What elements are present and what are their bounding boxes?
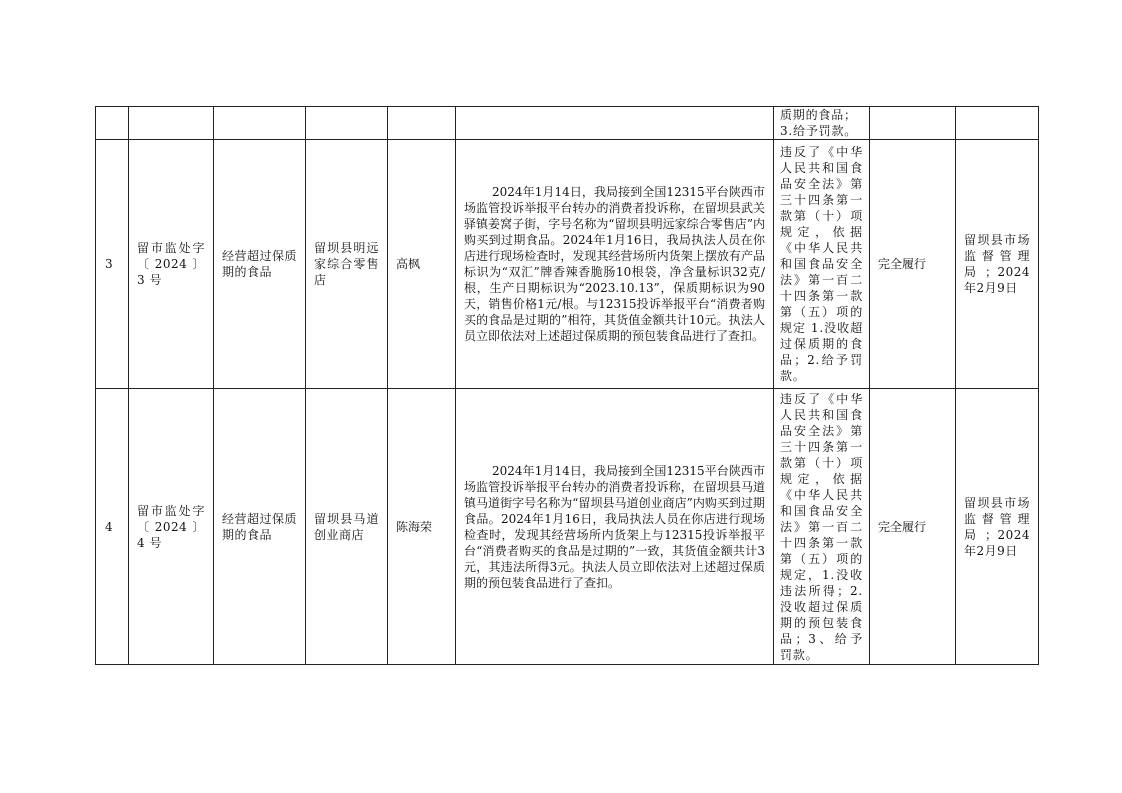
cell-index (96, 107, 129, 140)
cell-status: 完全履行 (870, 389, 956, 665)
cell-doc-no (129, 107, 214, 140)
cell-person: 高枫 (388, 140, 456, 389)
cell-law: 违反了《中华人民共和国食品安全法》第三十四条第一款第（十）项规定，依据《中华人民共和国食品安全法》第一百二十四条第一款第（五）项的规定，1.没收违法所得；2.没收超过保质期的预包装食品；3、给予罚款。 (774, 389, 870, 665)
cell-law: 违反了《中华人民共和国食品安全法》第三十四条第一款第（十）项规定，依据《中华人民共和国食品安全法》第一百二十四条第一款第（五）项的规定 1.没收超过保质期的食品；2.给予罚款。 (774, 140, 870, 389)
cell-person (388, 107, 456, 140)
table-row (96, 389, 1039, 665)
cell-facts (456, 389, 774, 665)
cell-violation (214, 107, 306, 140)
cell-status: 完全履行 (870, 140, 956, 389)
cell-person: 陈海荣 (388, 389, 456, 665)
cell-status (870, 107, 956, 140)
cell-facts (456, 107, 774, 140)
cell-law: 质期的食品； 3.给予罚款。 (774, 107, 870, 140)
cell-violation: 经营超过保质期的食品 (214, 140, 306, 389)
penalty-table (95, 106, 1039, 665)
cell-index: 4 (96, 389, 129, 665)
cell-party (306, 107, 388, 140)
table-row (96, 140, 1039, 389)
cell-party: 留坝县明远家综合零售店 (306, 140, 388, 389)
facts-text: 2024年1月14日，我局接到全国12315平台陕西市场监管投诉举报平台转办的消费者投诉称，在留坝县马道镇马道街字号名称为“留坝县马道创业商店”内购买到过期食品。2024年1月16日，我局执法人员在你店进行现场检查时，发现其经营场所内货架上与12315投诉举报平台“消费者购买的食品是过期的”一致，其货值金额共计3元，其违法所得3元。执法人员立即依法对上述超过保质期的预包装食品进行了查扣。 (464, 463, 765, 590)
cell-authority: 留坝县市场监督管理局；2024年2月9日 (956, 389, 1039, 665)
cell-party: 留坝县马道创业商店 (306, 389, 388, 665)
facts-text: 2024年1月14日，我局接到全国12315平台陕西市场监管投诉举报平台转办的消费者投诉称，在留坝县武关驿镇姜窝子街，字号名称为“留坝县明远家综合零售店”内购买到过期食品。2024年1月16日，我局执法人员在你店进行现场检查时，发现其经营场所内货架上摆放有产品标识为“双汇”牌香辣香脆肠10根袋，净含量标识32克/根，生产日期标识为“2023.10.13”，保质期标识为90天，销售价格1元/根。与12315投诉举报平台“消费者购买的食品是过期的”相符，其货值金额共计10元。执法人员立即依法对上述超过保质期的预包装食品进行了查扣。 (464, 185, 765, 343)
cell-authority: 留坝县市场监督管理局；2024年2月9日 (956, 140, 1039, 389)
cell-violation: 经营超过保质期的食品 (214, 389, 306, 665)
cell-doc-no: 留市监处字〔2024〕 4 号 (129, 389, 214, 665)
table-row (96, 107, 1039, 140)
cell-facts (456, 140, 774, 389)
cell-doc-no: 留市监处字〔2024〕 3 号 (129, 140, 214, 389)
cell-authority (956, 107, 1039, 140)
cell-index: 3 (96, 140, 129, 389)
